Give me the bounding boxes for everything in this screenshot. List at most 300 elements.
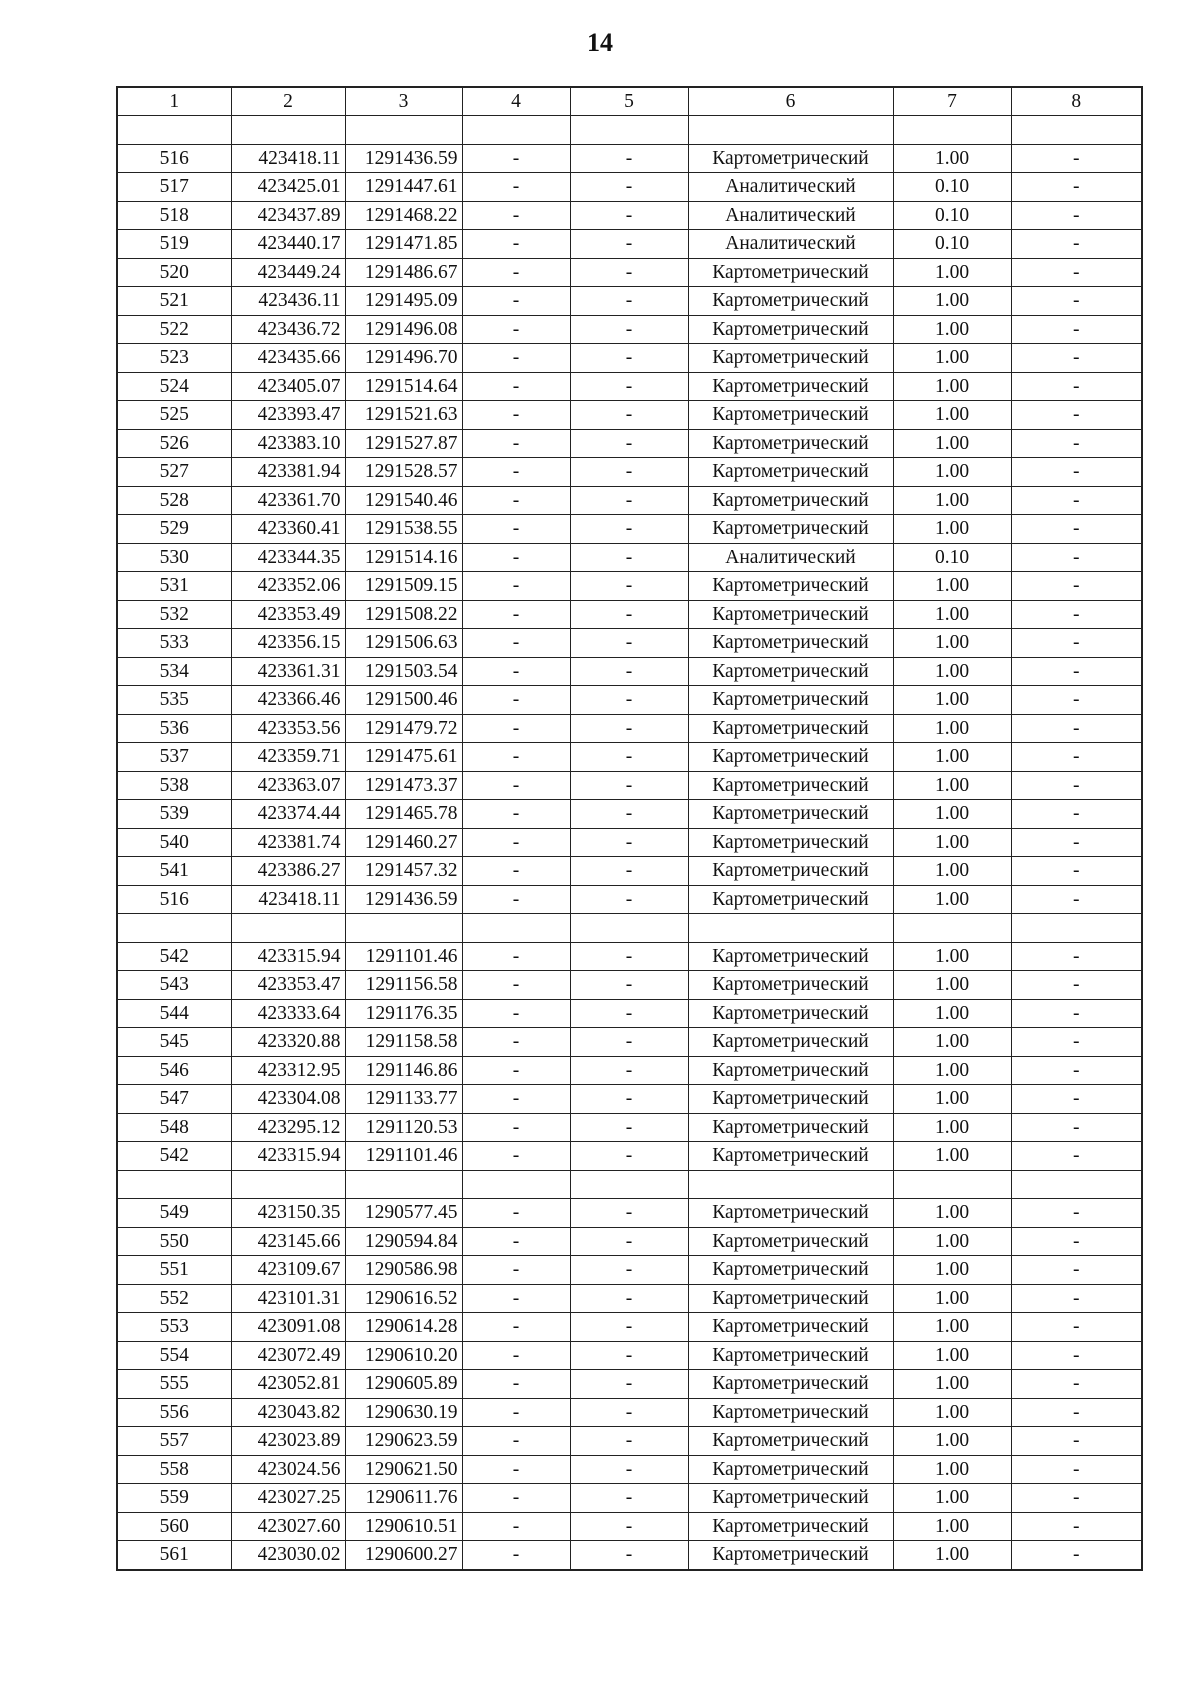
table-row: [117, 1398, 1142, 1427]
table-cell: -: [1011, 1313, 1142, 1342]
table-cell: 423352.06: [231, 572, 345, 601]
table-cell: -: [1011, 1370, 1142, 1399]
table-cell: -: [570, 458, 688, 487]
table-row: [117, 1256, 1142, 1285]
column-header: 5: [570, 87, 688, 116]
table-cell: [1011, 914, 1142, 943]
table-cell: 423091.08: [231, 1313, 345, 1342]
table-cell: -: [570, 1085, 688, 1114]
table-row: [117, 828, 1142, 857]
table-cell: Картометрический: [688, 800, 893, 829]
table-cell: -: [1011, 999, 1142, 1028]
table-cell: -: [570, 1056, 688, 1085]
table-cell: 524: [117, 372, 231, 401]
table-cell: Картометрический: [688, 1313, 893, 1342]
table-cell: 519: [117, 230, 231, 259]
table-cell: 1.00: [893, 999, 1011, 1028]
table-cell: 548: [117, 1113, 231, 1142]
table-cell: Картометрический: [688, 1370, 893, 1399]
table-cell: 423405.07: [231, 372, 345, 401]
table-cell: -: [462, 657, 570, 686]
table-cell: 423027.25: [231, 1484, 345, 1513]
table-cell: -: [570, 287, 688, 316]
table-cell: 550: [117, 1227, 231, 1256]
table-row: [117, 971, 1142, 1000]
table-cell: 521: [117, 287, 231, 316]
table-cell: 526: [117, 429, 231, 458]
table-cell: Картометрический: [688, 344, 893, 373]
table-cell: -: [1011, 372, 1142, 401]
table-cell: -: [570, 629, 688, 658]
table-cell: -: [462, 771, 570, 800]
table-cell: -: [570, 999, 688, 1028]
table-cell: 1291460.27: [345, 828, 462, 857]
column-header: 8: [1011, 87, 1142, 116]
table-row: [117, 486, 1142, 515]
table-cell: 1291101.46: [345, 942, 462, 971]
table-cell: 517: [117, 173, 231, 202]
table-cell: Аналитический: [688, 543, 893, 572]
table-cell: [117, 1170, 231, 1199]
table-cell: 1.00: [893, 1341, 1011, 1370]
table-cell: -: [462, 999, 570, 1028]
table-cell: 423435.66: [231, 344, 345, 373]
table-cell: Картометрический: [688, 629, 893, 658]
column-header: 3: [345, 87, 462, 116]
table-cell: 516: [117, 885, 231, 914]
table-cell: 1.00: [893, 1427, 1011, 1456]
table-cell: -: [1011, 1113, 1142, 1142]
table-cell: -: [462, 1256, 570, 1285]
table-cell: -: [570, 315, 688, 344]
table-row: [117, 344, 1142, 373]
table-cell: 423072.49: [231, 1341, 345, 1370]
table-row: [117, 401, 1142, 430]
table-cell: 1.00: [893, 828, 1011, 857]
table-cell: Картометрический: [688, 1284, 893, 1313]
table-cell: Картометрический: [688, 600, 893, 629]
table-cell: 1.00: [893, 1028, 1011, 1057]
table-cell: -: [570, 515, 688, 544]
table-cell: -: [462, 629, 570, 658]
table-cell: 423449.24: [231, 258, 345, 287]
table-cell: -: [462, 1085, 570, 1114]
table-cell: -: [570, 743, 688, 772]
table-cell: 423440.17: [231, 230, 345, 259]
table-cell: 544: [117, 999, 231, 1028]
table-row: [117, 857, 1142, 886]
table-cell: 423437.89: [231, 201, 345, 230]
table-cell: -: [1011, 1512, 1142, 1541]
table-row: [117, 515, 1142, 544]
table-cell: [570, 1170, 688, 1199]
table-cell: 1291436.59: [345, 144, 462, 173]
table-cell: -: [1011, 800, 1142, 829]
table-cell: 1.00: [893, 1142, 1011, 1171]
column-header: 4: [462, 87, 570, 116]
table-cell: -: [462, 686, 570, 715]
table-cell: 1290623.59: [345, 1427, 462, 1456]
table-cell: 1290600.27: [345, 1541, 462, 1570]
table-cell: -: [1011, 686, 1142, 715]
table-cell: -: [1011, 1028, 1142, 1057]
table-row: [117, 543, 1142, 572]
table-cell: 1.00: [893, 1484, 1011, 1513]
table-cell: -: [462, 714, 570, 743]
table-cell: -: [462, 1028, 570, 1057]
table-cell: 1.00: [893, 429, 1011, 458]
table-cell: 1.00: [893, 629, 1011, 658]
table-cell: -: [462, 1113, 570, 1142]
table-cell: -: [1011, 515, 1142, 544]
table-cell: [688, 1170, 893, 1199]
table-cell: -: [462, 1199, 570, 1228]
table-cell: -: [1011, 543, 1142, 572]
table-cell: -: [570, 1284, 688, 1313]
table-cell: Картометрический: [688, 885, 893, 914]
table-cell: -: [1011, 458, 1142, 487]
table-cell: -: [570, 1113, 688, 1142]
table-cell: 536: [117, 714, 231, 743]
table-cell: -: [570, 258, 688, 287]
table-cell: 1291496.70: [345, 344, 462, 373]
table-cell: 1291447.61: [345, 173, 462, 202]
table-cell: 1290610.51: [345, 1512, 462, 1541]
table-row: [117, 458, 1142, 487]
table-cell: -: [1011, 1085, 1142, 1114]
table-cell: 1.00: [893, 344, 1011, 373]
table-row: [117, 1284, 1142, 1313]
table-cell: -: [1011, 857, 1142, 886]
table-cell: -: [1011, 572, 1142, 601]
table-cell: 530: [117, 543, 231, 572]
table-cell: -: [462, 543, 570, 572]
table-cell: 1291496.08: [345, 315, 462, 344]
coordinates-table: [116, 86, 1143, 1571]
table-cell: Картометрический: [688, 1199, 893, 1228]
separator-row: [117, 1170, 1142, 1199]
table-cell: 1291503.54: [345, 657, 462, 686]
table-cell: -: [1011, 1398, 1142, 1427]
table-cell: [345, 116, 462, 145]
table-cell: 1291465.78: [345, 800, 462, 829]
table-cell: 546: [117, 1056, 231, 1085]
table-cell: [231, 1170, 345, 1199]
table-cell: 529: [117, 515, 231, 544]
separator-row: [117, 116, 1142, 145]
table-row: [117, 686, 1142, 715]
table-cell: 1291495.09: [345, 287, 462, 316]
table-cell: 1.00: [893, 714, 1011, 743]
table-cell: -: [462, 287, 570, 316]
table-cell: 1.00: [893, 287, 1011, 316]
table-cell: 1.00: [893, 1313, 1011, 1342]
table-cell: Картометрический: [688, 971, 893, 1000]
table-cell: -: [1011, 144, 1142, 173]
table-cell: -: [462, 1541, 570, 1570]
table-cell: -: [570, 201, 688, 230]
table-cell: -: [1011, 1455, 1142, 1484]
table-cell: -: [1011, 657, 1142, 686]
table-cell: -: [1011, 201, 1142, 230]
table-cell: -: [462, 515, 570, 544]
table-cell: Картометрический: [688, 942, 893, 971]
table-cell: 1291468.22: [345, 201, 462, 230]
table-cell: -: [570, 1484, 688, 1513]
table-cell: -: [570, 344, 688, 373]
table-cell: -: [1011, 743, 1142, 772]
table-cell: 423356.15: [231, 629, 345, 658]
table-cell: -: [462, 1398, 570, 1427]
table-cell: -: [462, 942, 570, 971]
table-cell: -: [570, 857, 688, 886]
table-cell: -: [1011, 173, 1142, 202]
table-cell: 1.00: [893, 686, 1011, 715]
table-cell: -: [1011, 1541, 1142, 1570]
table-cell: 1290610.20: [345, 1341, 462, 1370]
table-cell: -: [570, 230, 688, 259]
table-cell: 1.00: [893, 857, 1011, 886]
table-cell: 423315.94: [231, 1142, 345, 1171]
table-cell: -: [570, 828, 688, 857]
table-cell: -: [462, 173, 570, 202]
table-row: [117, 600, 1142, 629]
table-row: [117, 1484, 1142, 1513]
table-cell: 523: [117, 344, 231, 373]
column-header: 2: [231, 87, 345, 116]
table-cell: 1291156.58: [345, 971, 462, 1000]
table-cell: 1.00: [893, 401, 1011, 430]
table-cell: -: [462, 600, 570, 629]
table-cell: Картометрический: [688, 1142, 893, 1171]
table-cell: -: [570, 372, 688, 401]
table-row: [117, 372, 1142, 401]
table-cell: 423030.02: [231, 1541, 345, 1570]
table-cell: -: [570, 1227, 688, 1256]
table-cell: [462, 116, 570, 145]
table-cell: 558: [117, 1455, 231, 1484]
table-cell: 1.00: [893, 743, 1011, 772]
table-cell: Картометрический: [688, 1056, 893, 1085]
table-cell: 1291514.16: [345, 543, 462, 572]
table-cell: 539: [117, 800, 231, 829]
table-cell: -: [570, 885, 688, 914]
table-cell: 423418.11: [231, 885, 345, 914]
table-cell: 1290614.28: [345, 1313, 462, 1342]
page-number: 14: [587, 28, 613, 57]
table-cell: -: [570, 1427, 688, 1456]
table-cell: [345, 1170, 462, 1199]
table-cell: 522: [117, 315, 231, 344]
table-cell: 423333.64: [231, 999, 345, 1028]
table-cell: 1.00: [893, 1284, 1011, 1313]
table-header-row: [117, 87, 1142, 116]
table-cell: -: [570, 401, 688, 430]
table-cell: -: [1011, 1484, 1142, 1513]
table-cell: -: [462, 1142, 570, 1171]
table-cell: 553: [117, 1313, 231, 1342]
table-cell: -: [1011, 1142, 1142, 1171]
table-row: [117, 1227, 1142, 1256]
table-cell: 423150.35: [231, 1199, 345, 1228]
table-cell: 1290594.84: [345, 1227, 462, 1256]
table-cell: 423304.08: [231, 1085, 345, 1114]
table-cell: [231, 116, 345, 145]
table-cell: 423027.60: [231, 1512, 345, 1541]
table-cell: -: [462, 1227, 570, 1256]
table-cell: 1291471.85: [345, 230, 462, 259]
table-cell: 538: [117, 771, 231, 800]
table-cell: -: [1011, 971, 1142, 1000]
table-row: [117, 173, 1142, 202]
table-row: [117, 1113, 1142, 1142]
table-row: [117, 1199, 1142, 1228]
table-cell: -: [462, 1056, 570, 1085]
table-cell: -: [1011, 230, 1142, 259]
table-cell: 423344.35: [231, 543, 345, 572]
table-cell: Картометрический: [688, 1085, 893, 1114]
table-cell: -: [462, 144, 570, 173]
table-row: [117, 429, 1142, 458]
table-row: [117, 287, 1142, 316]
table-cell: 1.00: [893, 1541, 1011, 1570]
table-cell: 555: [117, 1370, 231, 1399]
table-cell: -: [570, 1028, 688, 1057]
table-cell: 423393.47: [231, 401, 345, 430]
table-cell: -: [1011, 315, 1142, 344]
table-cell: Картометрический: [688, 714, 893, 743]
table-cell: 423353.56: [231, 714, 345, 743]
table-cell: Картометрический: [688, 458, 893, 487]
table-cell: 1.00: [893, 1370, 1011, 1399]
table-cell: Картометрический: [688, 315, 893, 344]
table-row: [117, 1341, 1142, 1370]
table-cell: Картометрический: [688, 258, 893, 287]
table-cell: 1291509.15: [345, 572, 462, 601]
table-cell: [117, 116, 231, 145]
table-cell: -: [462, 1370, 570, 1399]
table-cell: 1290586.98: [345, 1256, 462, 1285]
table-cell: -: [570, 771, 688, 800]
table-cell: 533: [117, 629, 231, 658]
table-row: [117, 1085, 1142, 1114]
table-cell: 1291457.32: [345, 857, 462, 886]
table-cell: 1290621.50: [345, 1455, 462, 1484]
table-cell: 1.00: [893, 458, 1011, 487]
table-cell: 549: [117, 1199, 231, 1228]
table-row: [117, 942, 1142, 971]
table-cell: Картометрический: [688, 828, 893, 857]
table-row: [117, 1370, 1142, 1399]
table-cell: 1.00: [893, 486, 1011, 515]
table-row: [117, 800, 1142, 829]
table-cell: 1291506.63: [345, 629, 462, 658]
table-cell: -: [1011, 1056, 1142, 1085]
table-cell: [570, 116, 688, 145]
table-cell: 423353.49: [231, 600, 345, 629]
table-cell: -: [1011, 1199, 1142, 1228]
table-cell: 1.00: [893, 1227, 1011, 1256]
table-row: [117, 1455, 1142, 1484]
table-cell: Картометрический: [688, 1227, 893, 1256]
table-cell: -: [570, 1512, 688, 1541]
table-cell: -: [462, 372, 570, 401]
table-cell: -: [462, 1341, 570, 1370]
table-cell: 554: [117, 1341, 231, 1370]
table-cell: 1290616.52: [345, 1284, 462, 1313]
table-row: [117, 572, 1142, 601]
table-cell: -: [462, 258, 570, 287]
table-cell: 1291146.86: [345, 1056, 462, 1085]
table-row: [117, 743, 1142, 772]
table-cell: 1.00: [893, 885, 1011, 914]
table-cell: 423363.07: [231, 771, 345, 800]
table-cell: 423361.70: [231, 486, 345, 515]
table-cell: 423315.94: [231, 942, 345, 971]
table-cell: 537: [117, 743, 231, 772]
table-cell: [688, 914, 893, 943]
table-cell: 423360.41: [231, 515, 345, 544]
table-cell: -: [1011, 1341, 1142, 1370]
table-row: [117, 1142, 1142, 1171]
table-cell: 1.00: [893, 1512, 1011, 1541]
table-cell: 1291508.22: [345, 600, 462, 629]
table-cell: 560: [117, 1512, 231, 1541]
table-cell: Картометрический: [688, 287, 893, 316]
table-row: [117, 1313, 1142, 1342]
table-cell: 423109.67: [231, 1256, 345, 1285]
table-cell: 1291514.64: [345, 372, 462, 401]
table-cell: Картометрический: [688, 1028, 893, 1057]
table-cell: 423374.44: [231, 800, 345, 829]
table-cell: 535: [117, 686, 231, 715]
table-cell: -: [570, 1256, 688, 1285]
table-cell: [117, 914, 231, 943]
table-cell: 1291158.58: [345, 1028, 462, 1057]
table-cell: 1.00: [893, 800, 1011, 829]
table-cell: 1.00: [893, 372, 1011, 401]
table-row: [117, 258, 1142, 287]
table-cell: 525: [117, 401, 231, 430]
table-cell: 540: [117, 828, 231, 857]
table-cell: -: [570, 657, 688, 686]
table-cell: -: [462, 885, 570, 914]
table-row: [117, 1028, 1142, 1057]
table-row: [117, 1512, 1142, 1541]
table-cell: 1.00: [893, 258, 1011, 287]
table-cell: 1.00: [893, 144, 1011, 173]
table-cell: Картометрический: [688, 429, 893, 458]
table-cell: Аналитический: [688, 201, 893, 230]
table-cell: Картометрический: [688, 771, 893, 800]
table-cell: -: [1011, 885, 1142, 914]
table-cell: -: [462, 1512, 570, 1541]
table-cell: -: [1011, 1284, 1142, 1313]
column-header: 1: [117, 87, 231, 116]
table-cell: 1.00: [893, 515, 1011, 544]
table-row: [117, 771, 1142, 800]
table-cell: [231, 914, 345, 943]
table-cell: 423023.89: [231, 1427, 345, 1456]
table-cell: 1.00: [893, 1199, 1011, 1228]
table-cell: [1011, 1170, 1142, 1199]
table-cell: 545: [117, 1028, 231, 1057]
table-cell: 1.00: [893, 971, 1011, 1000]
table-cell: 1291500.46: [345, 686, 462, 715]
table-cell: -: [1011, 600, 1142, 629]
table-cell: Картометрический: [688, 657, 893, 686]
table-cell: -: [462, 458, 570, 487]
